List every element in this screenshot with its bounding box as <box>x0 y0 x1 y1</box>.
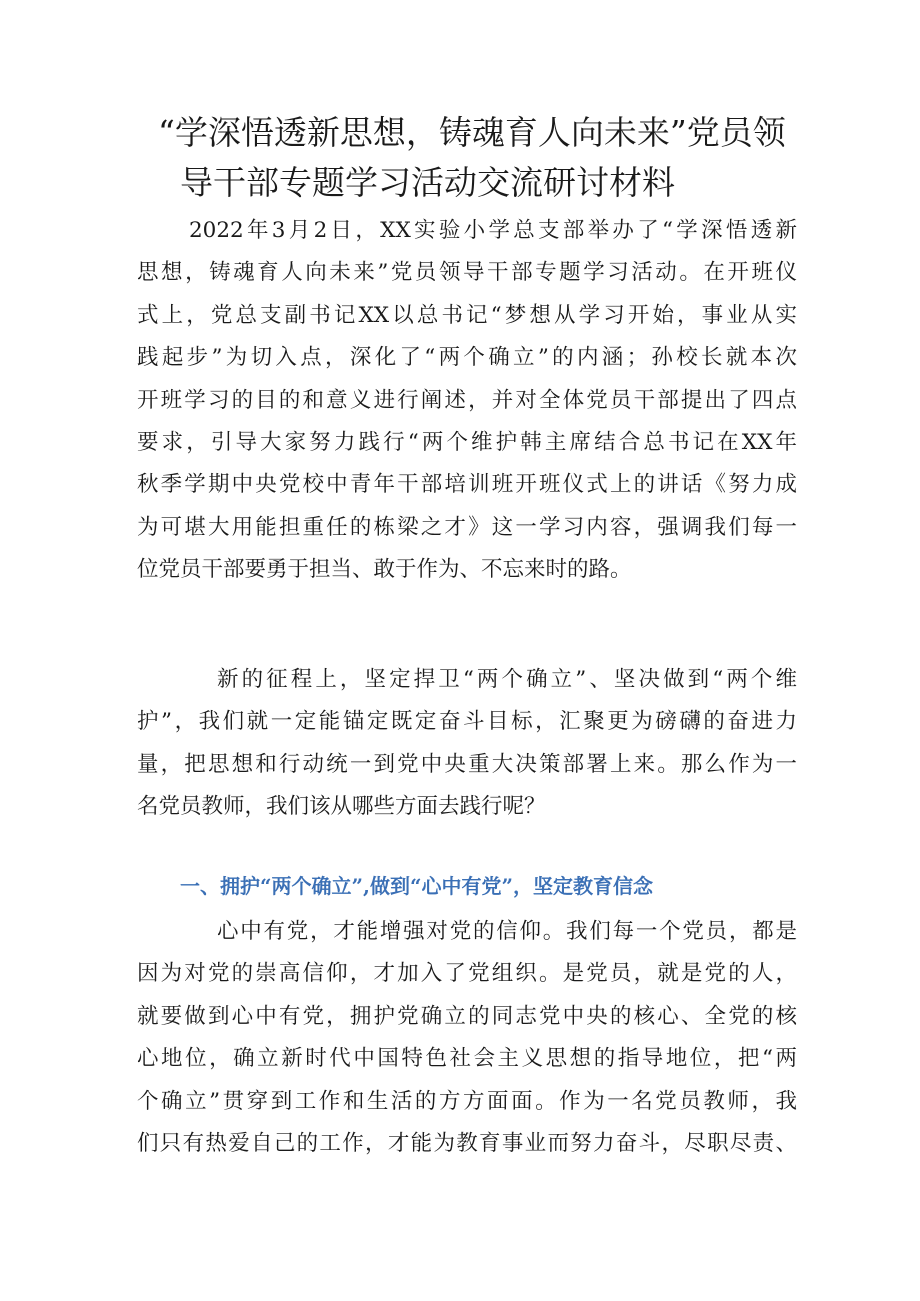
paragraph-1-line-9: 位党员干部要勇于担当、敢于作为、不忘来时的路。 <box>137 557 632 583</box>
paragraph-3-line-3: 就要做到心中有党，拥护党确立的同志党中央的核心、全党的核 <box>137 1003 797 1029</box>
document-title <box>140 108 800 208</box>
paragraph-2 <box>137 659 797 829</box>
paragraph-1-line-8: 为可堪大用能担重任的栋梁之才》这一学习内容，强调我们每一 <box>137 514 797 540</box>
paragraph-1-line-7: 秋季学期中央党校中青年干部培训班开班仪式上的讲话《努力成 <box>137 472 797 498</box>
paragraph-2-line-4: 名党员教师，我们该从哪些方面去践行呢？ <box>137 794 546 820</box>
paragraph-3 <box>137 911 797 1165</box>
paragraph-3-line-2: 因为对党的崇高信仰，才加入了党组织。是党员，就是党的人， <box>137 961 797 987</box>
paragraph-2-line-2: 护”，我们就一定能锚定既定奋斗目标，汇聚更为磅礴的奋进力 <box>137 709 797 735</box>
paragraph-2-line-1: 新的征程上，坚定捍卫“两个确立”、坚决做到“两个维 <box>217 667 797 692</box>
paragraph-1 <box>137 210 797 592</box>
section-heading: 一、拥护“两个确立”,做到“心中有党”，坚定教育信念 <box>180 874 653 898</box>
paragraph-2-line-3: 量，把思想和行动统一到党中央重大决策部署上来。那么作为一 <box>137 751 797 777</box>
paragraph-1-line-2: 思想，铸魂育人向未来”党员领导干部专题学习活动。在开班仪 <box>137 260 797 286</box>
title-line-2: 导干部专题学习活动交流研讨材料 <box>180 163 675 202</box>
paragraph-1-line-4: 践起步”为切入点，深化了“两个确立”的内涵；孙校长就本次 <box>137 345 797 371</box>
paragraph-3-line-1: 心中有党，才能增强对党的信仰。我们每一个党员，都是 <box>217 919 797 944</box>
title-line-1: “学深悟透新思想，铸魂育人向未来”党员领 <box>158 113 786 152</box>
paragraph-3-line-5: 个确立”贯穿到工作和生活的方方面面。作为一名党员教师，我 <box>137 1088 797 1114</box>
paragraph-3-line-6: 们只有热爱自己的工作，才能为教育事业而努力奋斗，尽职尽责、 <box>137 1131 797 1157</box>
paragraph-1-line-6: 要求，引导大家努力践行“两个维护韩主席结合总书记在XX年 <box>137 430 797 456</box>
paragraph-1-line-5: 开班学习的目的和意义进行阐述，并对全体党员干部提出了四点 <box>137 387 797 413</box>
paragraph-3-line-4: 心地位，确立新时代中国特色社会主义思想的指导地位，把“两 <box>137 1046 797 1072</box>
paragraph-1-line-1: 2022年3月2日，XX实验小学总支部举办了“学深悟透新 <box>189 218 797 243</box>
paragraph-1-line-3: 式上，党总支副书记XX以总书记“梦想从学习开始，事业从实 <box>137 302 797 328</box>
